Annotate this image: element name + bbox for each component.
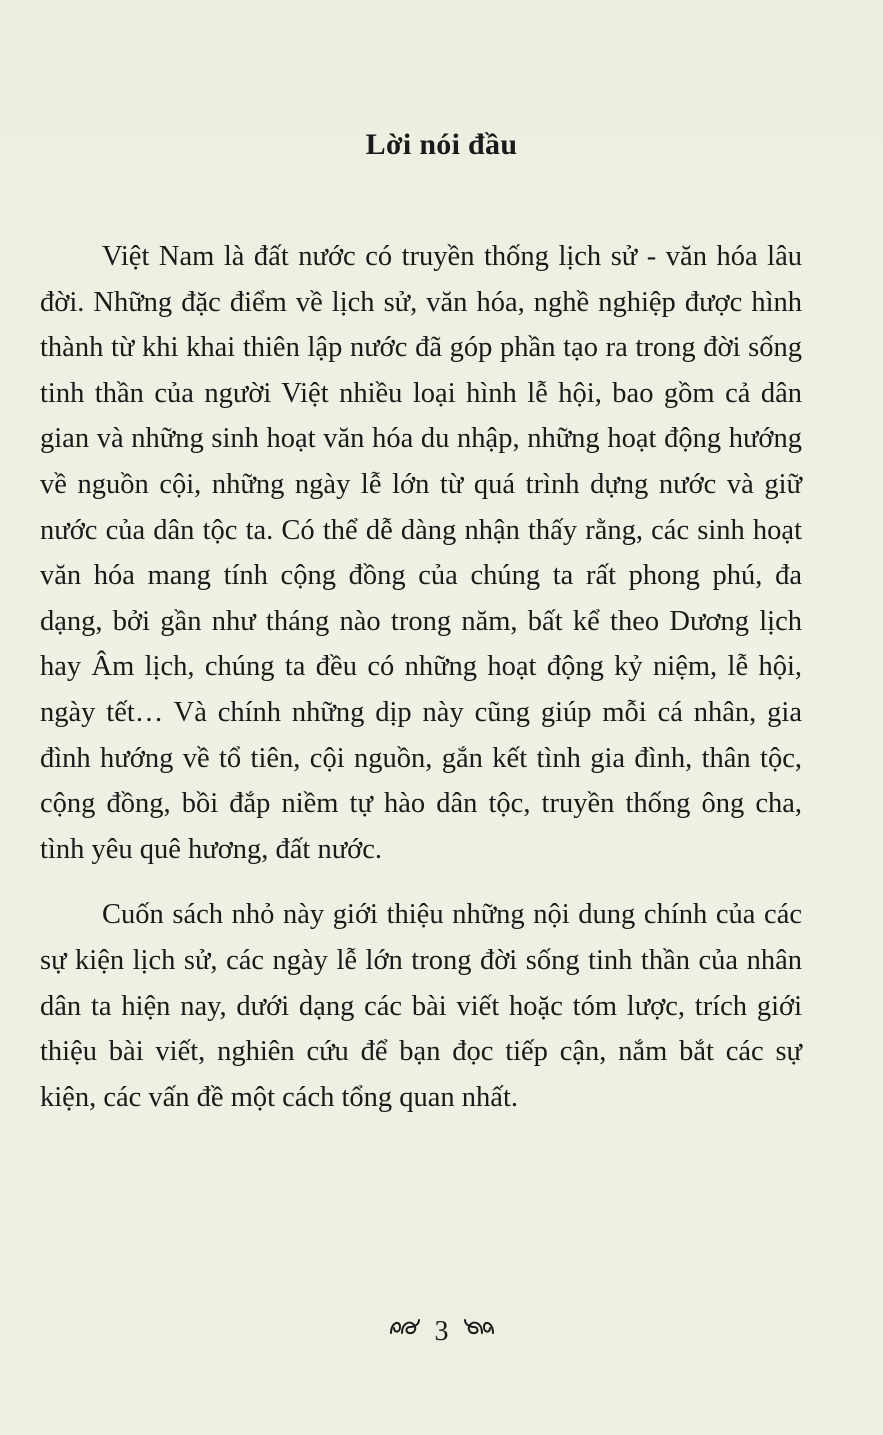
ornament-right-icon [462,1316,496,1345]
body-text [40,234,802,1120]
page-number: 3 [434,1316,449,1347]
paragraph-2: Cuốn sách nhỏ này giới thiệu những nội dung chính của các sự kiện lịch sử, các ngày lễ lớn trong đời sống tinh thần của nhân dân ta hiện nay, dưới dạng các bài viết hoặc tóm lược, trích giới thiệu bài viết, nghiên cứu để bạn đọc tiếp cận, nắm bắt các sự kiện, các vấn đề một cách tổng quan nhất. [40,899,802,1113]
page-title: Lời nói đầu [365,128,518,161]
page-footer [0,1316,883,1348]
paragraph-1: Việt Nam là đất nước có truyền thống lịch sử - văn hóa lâu đời. Những đặc điểm về lịch sử, văn hóa, nghề nghiệp được hình thành từ khi khai thiên lập nước đã góp phần tạo ra trong đời sống tinh thần của người Việt nhiều loại hình lễ hội, bao gồm cả dân gian và những sinh hoạt văn hóa du nhập, những hoạt động hướng về nguồn cội, những ngày lễ lớn từ quá trình dựng nước và giữ nước của dân tộc ta. Có thể dễ dàng nhận thấy rằng, các sinh hoạt văn hóa mang tính cộng đồng của chúng ta rất phong phú, đa dạng, bởi gần như tháng nào trong năm, bất kể theo Dương lịch hay Âm lịch, chúng ta đều có những hoạt động kỷ niệm, lễ hội, ngày tết… Và chính những dịp này cũng giúp mỗi cá nhân, gia đình hướng về tổ tiên, cội nguồn, gắn kết tình gia đình, thân tộc, cộng đồng, bồi đắp niềm tự hào dân tộc, truyền thống ông cha, tình yêu quê hương, đất nước. [40,241,802,865]
ornament-left-icon [388,1316,422,1345]
